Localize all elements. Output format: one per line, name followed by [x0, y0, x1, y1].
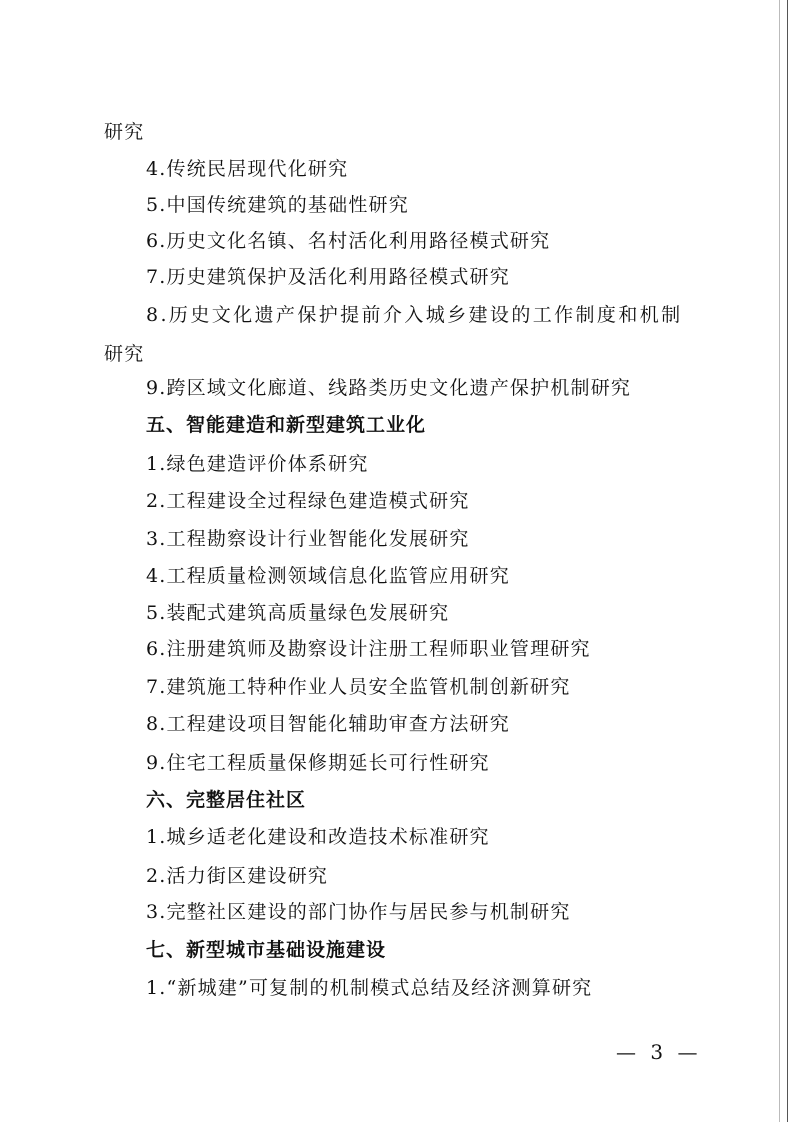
- list-item: 8.历史文化遗产保护提前介入城乡建设的工作制度和机制: [146, 304, 683, 326]
- list-item: 1.城乡适老化建设和改造技术标准研究: [146, 826, 490, 848]
- page-number: — 3 —: [616, 1040, 702, 1064]
- list-item: 7.历史建筑保护及活化利用路径模式研究: [146, 266, 510, 288]
- section-heading: 七、新型城市基础设施建设: [146, 939, 387, 961]
- section-heading: 五、智能建造和新型建筑工业化: [146, 414, 427, 436]
- list-item: 8.工程建设项目智能化辅助审查方法研究: [146, 713, 510, 735]
- list-item: 9.住宅工程质量保修期延长可行性研究: [146, 752, 490, 774]
- list-item: 4.传统民居现代化研究: [146, 158, 349, 180]
- list-item: 1.“新城建”可复制的机制模式总结及经济测算研究: [146, 977, 593, 999]
- list-item: 5.中国传统建筑的基础性研究: [146, 194, 409, 216]
- page-edge-line: [787, 0, 788, 1122]
- list-item: 6.注册建筑师及勘察设计注册工程师职业管理研究: [146, 638, 591, 660]
- list-item: 9.跨区域文化廊道、线路类历史文化遗产保护机制研究: [146, 377, 632, 399]
- list-item: 2.活力街区建设研究: [146, 865, 329, 887]
- text-line-continuation: 研究: [104, 121, 145, 143]
- page-edge-shadow: [779, 0, 780, 1122]
- list-item: 1.绿色建造评价体系研究: [146, 453, 369, 475]
- list-item: 4.工程质量检测领域信息化监管应用研究: [146, 565, 510, 587]
- list-item: 5.装配式建筑高质量绿色发展研究: [146, 602, 450, 624]
- list-item: 3.完整社区建设的部门协作与居民参与机制研究: [146, 901, 571, 923]
- section-heading: 六、完整居住社区: [146, 789, 307, 811]
- text-line-continuation: 研究: [104, 343, 145, 365]
- list-item: 6.历史文化名镇、名村活化利用路径模式研究: [146, 230, 551, 252]
- list-item: 2.工程建设全过程绿色建造模式研究: [146, 490, 470, 512]
- list-item: 7.建筑施工特种作业人员安全监管机制创新研究: [146, 676, 571, 698]
- list-item: 3.工程勘察设计行业智能化发展研究: [146, 528, 470, 550]
